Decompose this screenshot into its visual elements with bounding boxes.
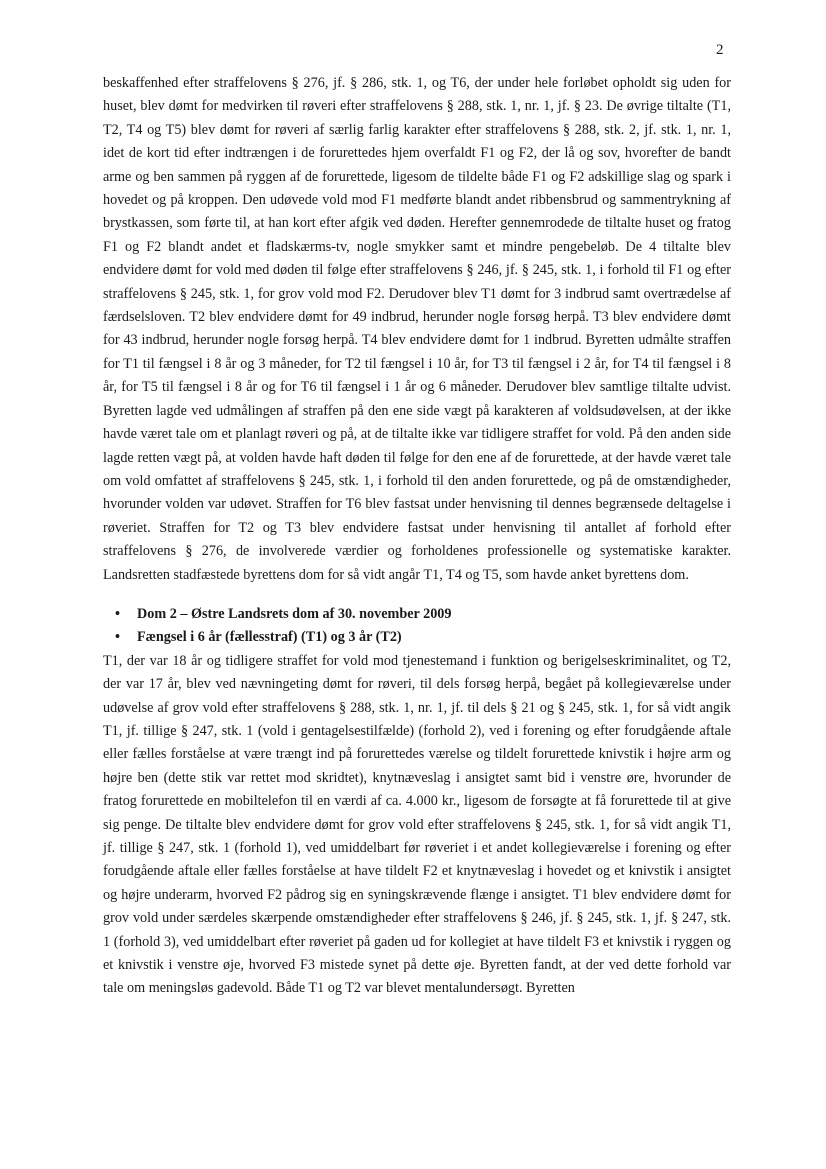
bullet-case-title: • Dom 2 – Østre Landsrets dom af 30. november 2009: [103, 603, 731, 626]
case-2-heading-list: [103, 603, 731, 650]
paragraph-case-1-summary: beskaffenhed efter straffelovens § 276, jf. § 286, stk. 1, og T6, der under hele forløbet opholdt sig uden for huset, blev dømt for medvirken til røveri efter straffelovens § 288, stk. 1, nr. 1, jf. § 23. De øvrige tiltalte (T1, T2, T4 og T5) blev dømt for røveri af særlig farlig karakter efter straffelovens § 288, stk. 2, jf. stk. 1, nr. 1, idet de kort tid efter indtrængen i de forurettedes hjem overfaldt F1 og F2, der lå og sov, hvorefter de bandt arme og ben sammen på ryggen af de forurettede, ligesom de tildelte både F1 og F2 adskillige slag og spark i hovedet og på kroppen. Den udøvede vold mod F1 medførte blandt andet ribbensbrud og sammentrykning af brystkassen, som førte til, at han kort efter afgik ved døden. Herefter gennemrodede de tiltalte huset og fratog F1 og F2 blandt andet et fladskærms-tv, nogle smykker samt et mindre pengebeløb. De 4 tiltalte blev endvidere dømt for vold med døden til følge efter straffelovens § 246, jf. § 245, stk. 1, i forhold til F1 og efter straffelovens § 245, stk. 1, for grov vold mod F2. Derudover blev T1 dømt for 3 indbrud samt overtrædelse af færdselsloven. T2 blev endvidere dømt for 49 indbrud, herunder nogle forsøg herpå. T3 blev endvidere dømt for 43 indbrud, herunder nogle forsøg herpå. T4 blev endvidere dømt for 1 indbrud. Byretten udmålte straffen for T1 til fængsel i 8 år og 3 måneder, for T2 til fængsel i 10 år, for T3 til fængsel i 2 år, for T4 til fængsel i 8 år, for T5 til fængsel i 8 år og for T6 til fængsel i 1 år og 6 måneder. Derudover blev samtlige tiltalte udvist. Byretten lagde ved udmålingen af straffen på den ene side vægt på karakteren af voldsudøvelsen, at der ikke havde været tale om et planlagt røveri og på, at de tiltalte ikke var tidligere straffet for vold. På den anden side lagde retten vægt på, at volden havde haft døden til følge for den ene af de forurettede, at der havde været tale om vold omfattet af straffelovens § 245, stk. 1, i forhold til den anden forurettede, og på de omstændigheder, hvorunder volden var udøvet. Straffen for T6 blev fastsat under henvisning til dennes begrænsede deltagelse i røveriet. Straffen for T2 og T3 blev endvidere fastsat under henvisning til antallet af forhold efter straffelovens § 276, de involverede værdier og forholdenes professionelle og systematiske karakter. Landsretten stadfæstede byrettens dom for så vidt angår T1, T4 og T5, som havde anket byrettens dom.: [103, 75, 731, 583]
page-number: 2: [716, 42, 724, 58]
paragraph-case-2-summary: T1, der var 18 år og tidligere straffet for vold mod tjenestemand i funktion og berigelseskriminalitet, og T2, der var 17 år, blev ved nævningeting dømt for røveri, til dels forsøg herpå, begået på kollegieværelse under udøvelse af grov vold efter straffelovens § 288, stk. 1, nr. 1, jf. til dels § 21 og § 245, stk. 1, for så vidt angik T1, jf. tillige § 247, stk. 1 (vold i gentagelsestilfælde) (forhold 2), ved i forening og efter forudgående aftale eller fælles forståelse at være trængt ind på forurettedes værelse og tildelt forurettede knivstik i højre arm og højre ben (dette stik var rettet mod skridtet), knytnæveslag i ansigtet samt bid i venstre øre, hvorunder de fratog forurettede en mobiltelefon til en værdi af ca. 4.000 kr., ligesom de forsøgte at få forurettede til at give sig penge. De tiltalte blev endvidere dømt for grov vold efter straffelovens § 245, stk. 1, for så vidt angik T1, jf. tillige § 247, stk. 1 (forhold 1), ved umiddelbart før røveriet i et andet kollegieværelse i forening og efter forudgående aftale eller fælles forståelse at have tildelt F2 et knytnæveslag i hovedet og et knivstik i ansigtet og højre underarm, hvorved F2 pådrog sig en syningskrævende flænge i ansigtet. T1 blev endvidere dømt for grov vold under særdeles skærpende omstændigheder efter straffelovens § 246, jf. § 245, stk. 1, jf. § 247, stk. 1 (forhold 3), ved umiddelbart efter røveriet på gaden ud for kollegiet at have tildelt F3 et knivstik i ryggen og et knivstik i venstre øje, hvorved F3 mistede synet på dette øje. Byretten fandt, at der ved dette forhold var tale om meningsløs gadevold. Både T1 og T2 var blevet mentalundersøgt. Byretten: [103, 652, 731, 997]
document-body: [103, 72, 731, 1001]
bullet-sentence-summary: • Fængsel i 6 år (fællesstraf) (T1) og 3 år (T2): [103, 626, 731, 649]
